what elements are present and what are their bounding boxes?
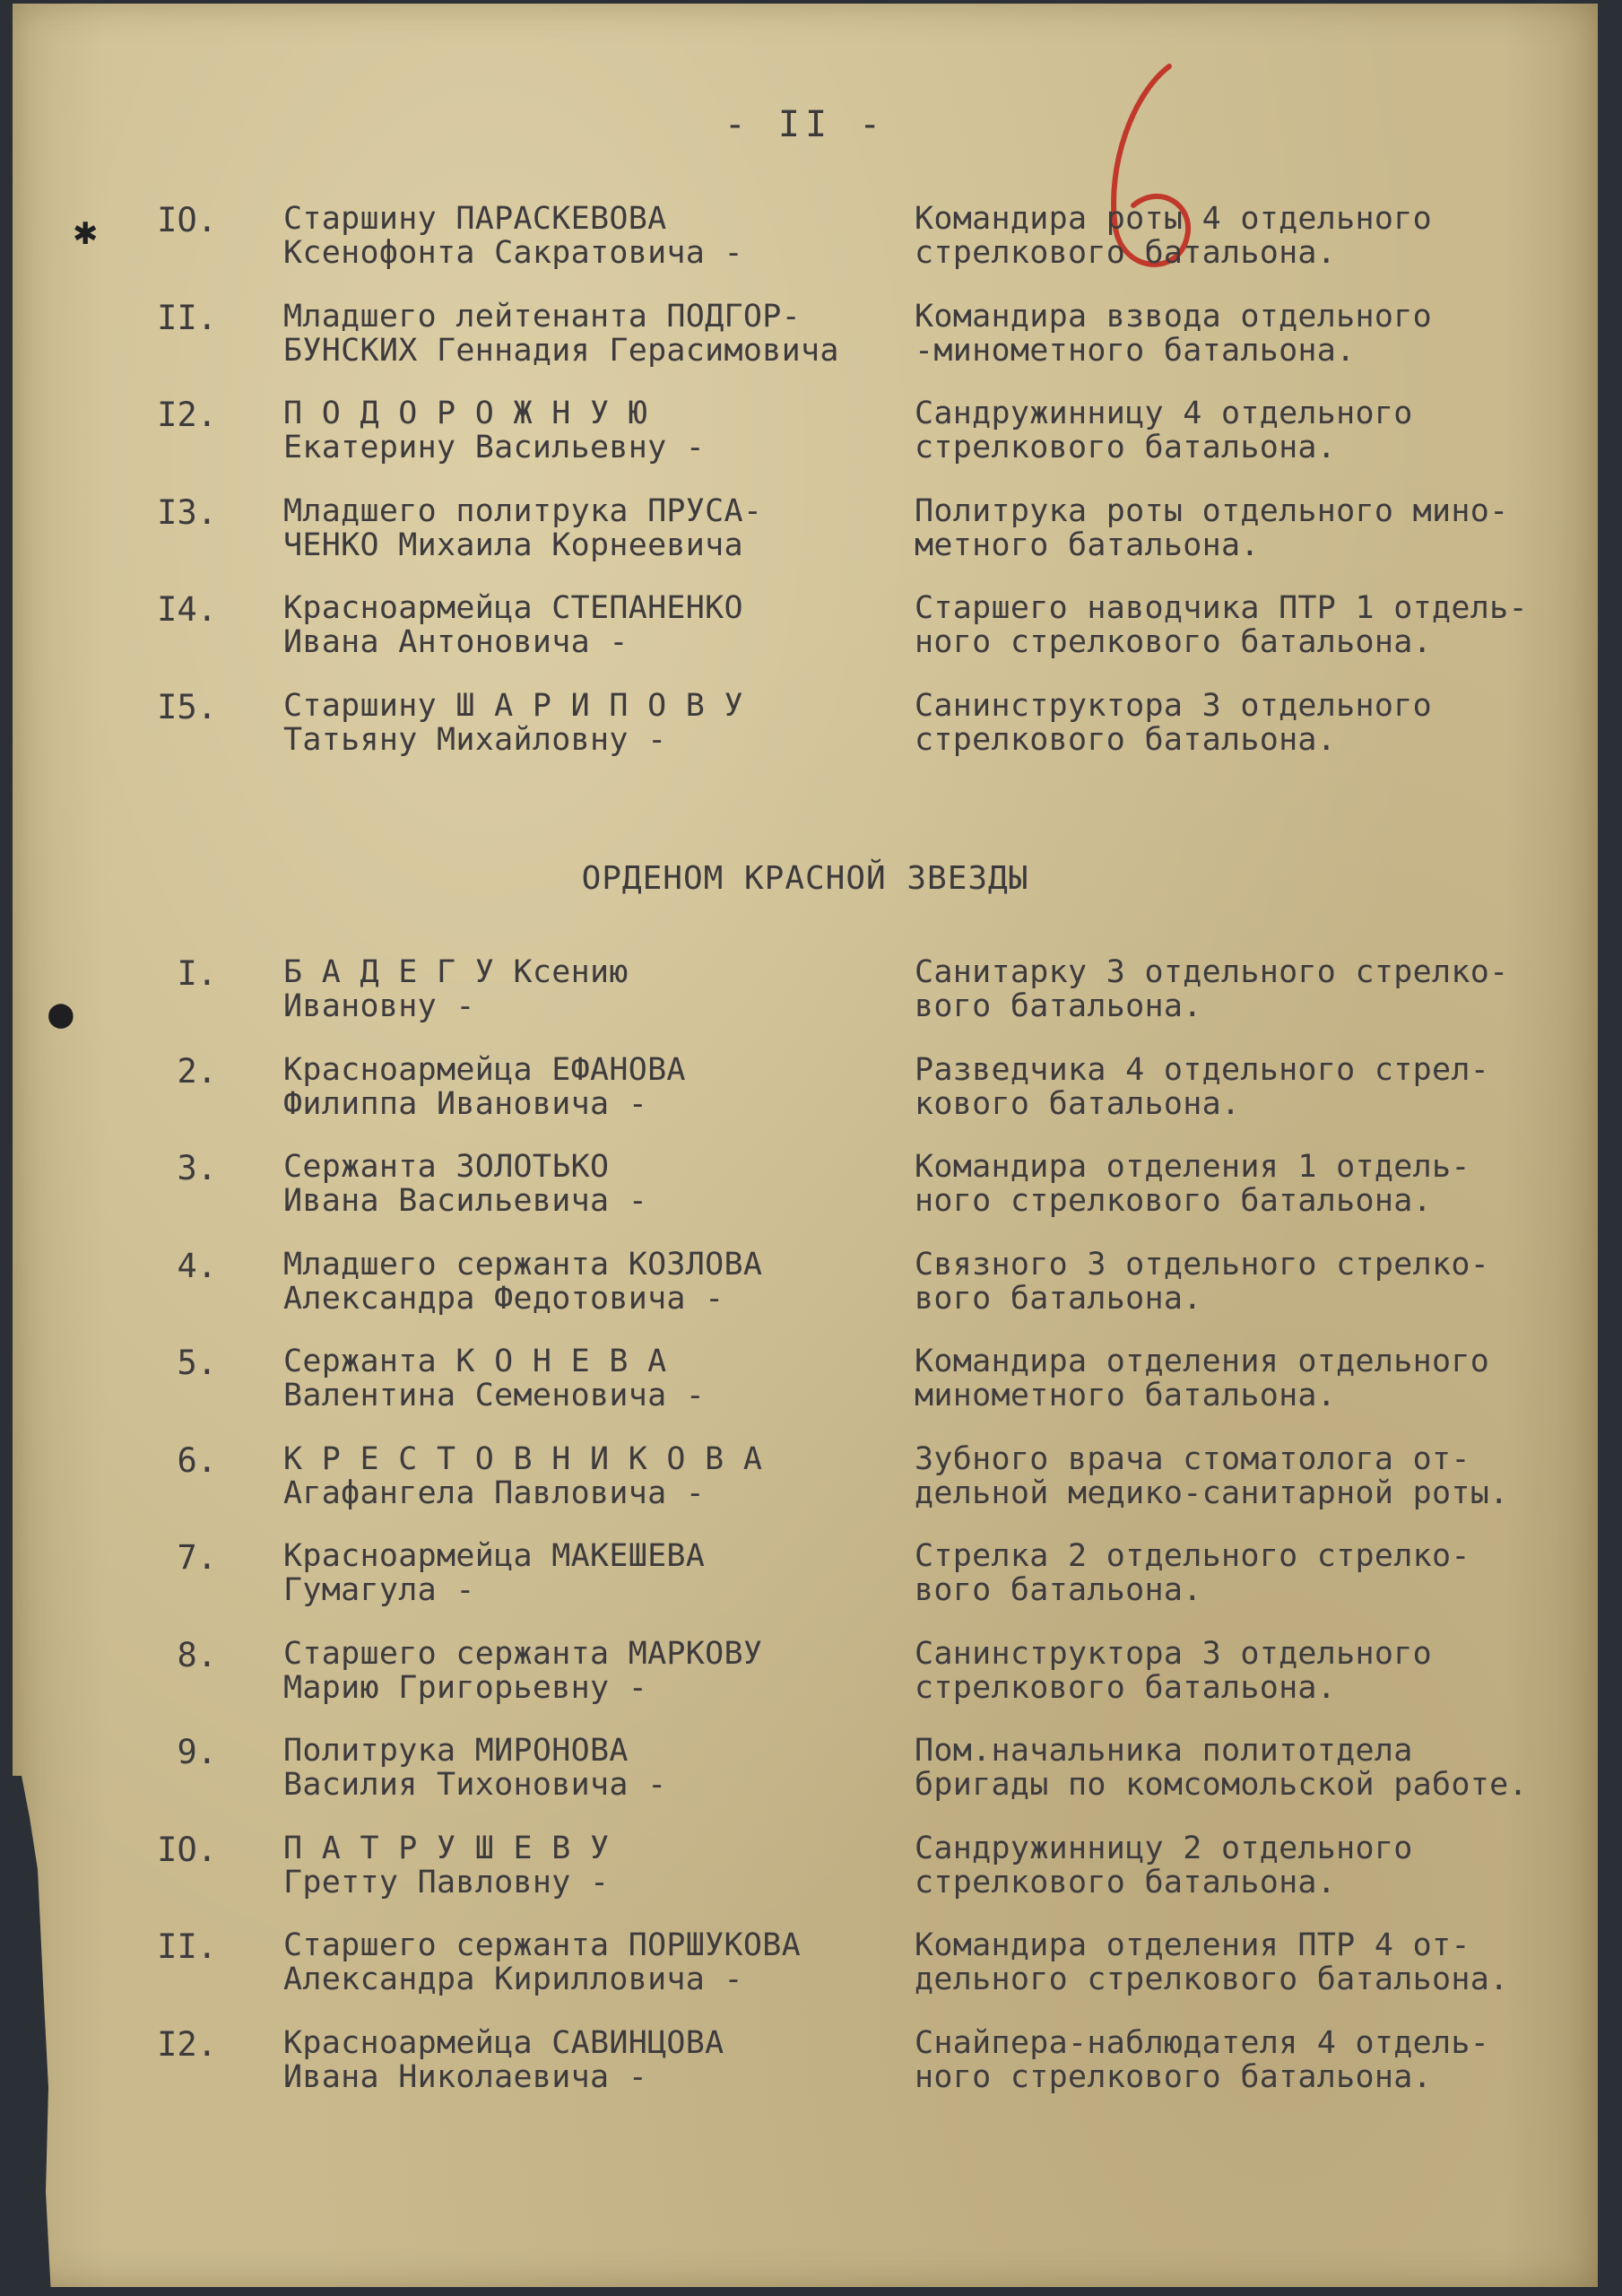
entry-number: I3. [157,492,217,532]
entry-unit-line-1: Политрука роты отдельного мино- [915,492,1509,529]
entry-name-line-2: Александра Федотовича - [283,1280,724,1317]
entry-name-line-1: Красноармейца МАКЕШЕВА [283,1538,706,1574]
entry-name-line-1: Красноармейца ЕФАНОВА [283,1051,686,1088]
entry-number: I2. [157,2024,217,2064]
entry-name-line-1: Сержанта ЗОЛОТЬКО [283,1149,610,1185]
entry-name-line-2: Агафангела Павловича - [283,1474,706,1511]
page-number: - II - [724,104,887,145]
entry-unit-line-1: Санинструктора 3 отдельного [915,1635,1433,1672]
entry-name-line-1: Старшину Ш А Р И П О В У [283,687,743,724]
entry-number: I5. [157,687,217,726]
entry-unit-line-2: вого батальона. [915,988,1202,1024]
entry-unit-line-2: стрелкового батальона. [915,430,1337,465]
entry-unit-line-1: Старшего наводчика ПТР 1 отдель- [915,590,1528,626]
entry-unit-line-2: дельного стрелкового батальона. [915,1961,1509,1997]
entry-name-line-2: Екатерину Васильевну - [283,430,706,465]
entry-name-line-1: Младшего лейтенанта ПОДГОР- [283,298,802,335]
entry-name-line-1: Старшего сержанта МАРКОВУ [283,1635,763,1672]
entry-unit-line-1: Связного 3 отдельного стрелко- [915,1246,1490,1283]
entry-unit-line-2: кового батальона. [915,1085,1241,1122]
entry-number: 7. [177,1538,217,1577]
ink-blot-icon: ✱ [74,208,98,254]
document-page [13,4,1598,2287]
entry-name-line-1: Младшего сержанта КОЗЛОВА [283,1246,763,1283]
entry-name-line-2: Татьяну Михайловну - [283,721,667,758]
entry-unit-line-2: ного стрелкового батальона. [915,624,1433,660]
entry-number: I4. [157,590,217,629]
entry-unit-line-2: стрелкового батальона. [915,1864,1337,1900]
entry-unit-line-2: -минометного батальона. [915,332,1356,369]
entry-number: 2. [177,1051,217,1091]
entry-unit-line-2: стрелкового батальона. [915,1669,1337,1706]
award-entry [13,1636,1598,1717]
entry-name-line-1: К Р Е С Т О В Н И К О В А [283,1440,763,1477]
entry-name-line-2: ЧЕНКО Михаила Корнеевича [283,526,743,563]
entry-unit-line-2: минометного батальона. [915,1378,1337,1413]
entry-name-line-1: П О Д О Р О Ж Н У Ю [283,396,648,431]
entry-number: 9. [177,1733,217,1771]
entry-number: 5. [177,1344,217,1382]
entry-unit-line-1: Командира роты 4 отдельного [915,201,1433,237]
award-entry [13,1247,1598,1327]
entry-number: 8. [177,1635,217,1674]
entry-name-line-2: Ивана Николаевича - [283,2058,648,2095]
award-entry [13,493,1598,574]
entry-unit-line-1: Сандружинницу 2 отдельного [915,1830,1413,1866]
award-entry [13,1831,1598,1911]
entry-unit-line-1: Командира отделения ПТР 4 от- [915,1927,1470,1963]
entry-number: IO. [157,201,217,239]
award-entry [13,1052,1598,1133]
entry-number: II. [157,1927,217,1966]
entry-name-line-2: Филиппа Ивановича - [283,1085,648,1122]
entry-name-line-2: Ивановну - [283,988,475,1024]
award-entry [13,1538,1598,1619]
entry-unit-line-1: Командира отделения отдельного [915,1344,1490,1379]
entry-name-line-2: Ксенофонта Сакратовича - [283,235,743,271]
entry-unit-line-1: Сандружинницу 4 отдельного [915,396,1413,431]
award-entry [13,954,1598,1035]
entry-number: I. [177,954,217,993]
award-entry [13,2025,1598,2106]
entry-number: I2. [157,396,217,434]
entry-name-line-2: Александра Кирилловича - [283,1961,743,1997]
entry-name-line-1: П А Т Р У Ш Е В У [283,1830,610,1866]
section-heading: ОРДЕНОМ КРАСНОЙ ЗВЕЗДЫ [581,860,1029,897]
award-entry [13,396,1598,476]
entry-unit-line-1: Санинструктора 3 отдельного [915,687,1433,724]
entry-unit-line-2: стрелкового батальона. [915,235,1337,271]
entry-unit-line-1: Командира отделения 1 отдель- [915,1149,1470,1185]
entry-unit-line-1: Пом.начальника политотдела [915,1733,1413,1769]
entry-number: 4. [177,1246,217,1285]
entry-name-line-2: БУНСКИХ Геннадия Герасимовича [283,332,839,369]
award-entry [13,1927,1598,2008]
entry-number: IO. [157,1830,217,1869]
entry-unit-line-2: ного стрелкового батальона. [915,1183,1433,1219]
entry-number: II. [157,298,217,337]
entry-unit-line-2: дельной медико-санитарной роты. [915,1474,1509,1511]
entry-unit-line-1: Командира взвода отдельного [915,298,1433,335]
award-entry [13,1149,1598,1230]
entry-name-line-2: Ивана Антоновича - [283,624,629,660]
entry-name-line-1: Младшего политрука ПРУСА- [283,492,763,529]
entry-unit-line-1: Разведчика 4 отдельного стрел- [915,1051,1490,1088]
entry-name-line-2: Марию Григорьевну - [283,1669,648,1706]
award-entry [13,1733,1598,1813]
entry-unit-line-2: метного батальона. [915,526,1260,563]
entry-unit-line-2: стрелкового батальона. [915,721,1337,758]
entry-name-line-1: Красноармейца САВИНЦОВА [283,2024,724,2061]
entry-unit-line-2: вого батальона. [915,1280,1202,1317]
entry-name-line-2: Ивана Васильевича - [283,1183,648,1219]
entry-unit-line-2: вого батальона. [915,1572,1202,1608]
entry-unit-line-1: Снайпера-наблюдателя 4 отдель- [915,2024,1490,2061]
award-entry [13,1441,1598,1522]
entry-name-line-1: Красноармейца СТЕПАНЕНКО [283,590,743,626]
entry-unit-line-1: Санитарку 3 отдельного стрелко- [915,954,1509,990]
entry-unit-line-2: бригады по комсомольской работе. [915,1767,1528,1803]
entry-name-line-1: Старшего сержанта ПОРШУКОВА [283,1927,802,1963]
entry-unit-line-2: ного стрелкового батальона. [915,2058,1433,2095]
award-entry [13,590,1598,671]
entry-name-line-1: Старшину ПАРАСКЕВОВА [283,201,667,237]
entry-name-line-1: Сержанта К О Н Е В А [283,1344,667,1379]
award-entry [13,201,1598,282]
award-entry [13,299,1598,379]
entry-name-line-2: Валентина Семеновича - [283,1378,706,1413]
entry-name-line-2: Василия Тихоновича - [283,1767,667,1803]
entry-unit-line-1: Зубного врача стоматолога от- [915,1440,1470,1477]
award-entry [13,688,1598,769]
entry-name-line-1: Политрука МИРОНОВА [283,1733,629,1769]
entry-unit-line-1: Стрелка 2 отдельного стрелко- [915,1538,1470,1574]
entry-name-line-1: Б А Д Е Г У Ксению [283,954,629,990]
award-entry [13,1344,1598,1424]
entry-number: 3. [177,1149,217,1187]
entry-number: 6. [177,1440,217,1480]
ink-blot-icon: ● [48,988,74,1037]
entry-name-line-2: Гретту Павловну - [283,1864,610,1900]
entry-name-line-2: Гумагула - [283,1572,475,1608]
